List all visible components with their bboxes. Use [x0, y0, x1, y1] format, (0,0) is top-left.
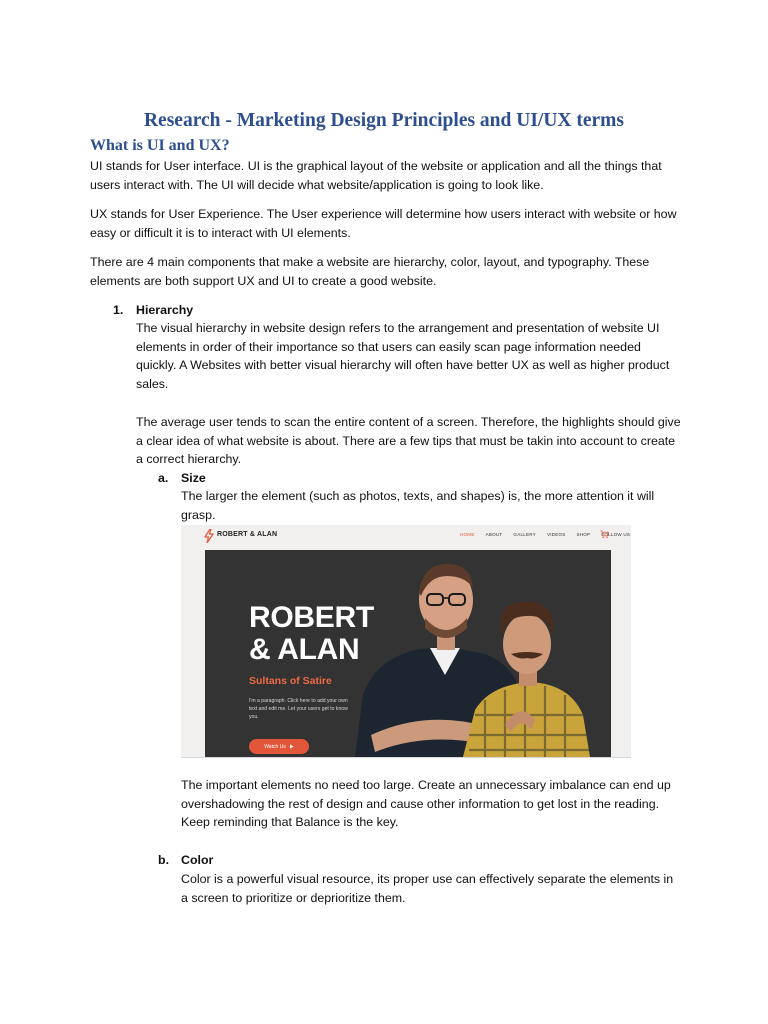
lightning-bolt-icon	[204, 529, 214, 543]
hero-title: ROBERT & ALAN	[249, 601, 374, 666]
hierarchy-heading: Hierarchy	[136, 303, 194, 317]
cart-icon	[600, 530, 609, 539]
nav-item-gallery: GALLERY	[513, 532, 536, 537]
section-heading: What is UI and UX?	[90, 137, 230, 154]
size-balance-paragraph: The important elements no need too large. Create an unnecessary imbalance can end up overshadowing the rest of design and cause other information to get lost in the reading. Keep reminding that Balance is the key.	[181, 778, 671, 830]
watch-us-button	[249, 739, 309, 754]
color-paragraph: Color is a powerful visual resource, its proper use can effectively separate the elements in a screen to prioritize or deprioritize them.	[181, 872, 674, 905]
ux-paragraph: UX stands for User Experience. The User experience will determine how users interact with website or how easy or difficult it is to interact with UI elements.	[90, 207, 677, 240]
watch-us-label: Watch Us	[264, 743, 286, 750]
hero-paragraph: I'm a paragraph. Click here to add your own text and edit me. Let your users get to know you.	[249, 698, 348, 720]
screenshot-navbar	[181, 525, 631, 547]
screenshot-logo-text: ROBERT & ALAN	[217, 531, 278, 538]
nav-item-videos: VIDEOS	[546, 532, 566, 537]
hierarchy-paragraph-2: The average user tends to scan the entire content of a screen. Therefore, the highlights should give a clear idea of what website is about. There are a few tips that must be takin into account to create a correct hierarchy.	[136, 415, 681, 467]
sub-letter-b: b.	[158, 853, 170, 867]
size-paragraph: The larger the element (such as photos, texts, and shapes) is, the more attention it will grasp.	[181, 489, 655, 522]
hierarchy-paragraph-1: The visual hierarchy in website design refers to the arrangement and presentation of website UI elements in order of their importance so that users can easily scan page information needed quickly. A Websites with better visual hierarchy will often have better UX as well as higher product sales.	[136, 321, 670, 392]
nav-item-about: ABOUT	[485, 532, 503, 537]
screenshot-hero	[205, 550, 611, 757]
list-number-1: 1.	[113, 303, 124, 317]
ui-paragraph: UI stands for User interface. UI is the graphical layout of the website or application and all the things that users interact with. The UI will decide what website/application is going to look like.	[90, 159, 662, 192]
components-paragraph: There are 4 main components that make a website are hierarchy, color, layout, and typography. These elements are both support UX and UI to create a good website.	[90, 255, 650, 288]
color-heading: Color	[181, 853, 214, 867]
size-heading: Size	[181, 471, 206, 485]
nav-item-shop: SHOP	[576, 532, 591, 537]
play-icon	[289, 744, 294, 749]
nav-item-follow-us: FOLLOW US	[601, 532, 631, 537]
document-title: Research - Marketing Design Principles and UI/UX terms	[143, 110, 625, 131]
website-screenshot	[181, 525, 631, 758]
hero-photo-two-men	[335, 550, 611, 757]
sub-letter-a: a.	[158, 471, 169, 485]
hero-subtitle: Sultans of Satire	[249, 675, 332, 687]
nav-item-home: HOME	[460, 532, 475, 537]
